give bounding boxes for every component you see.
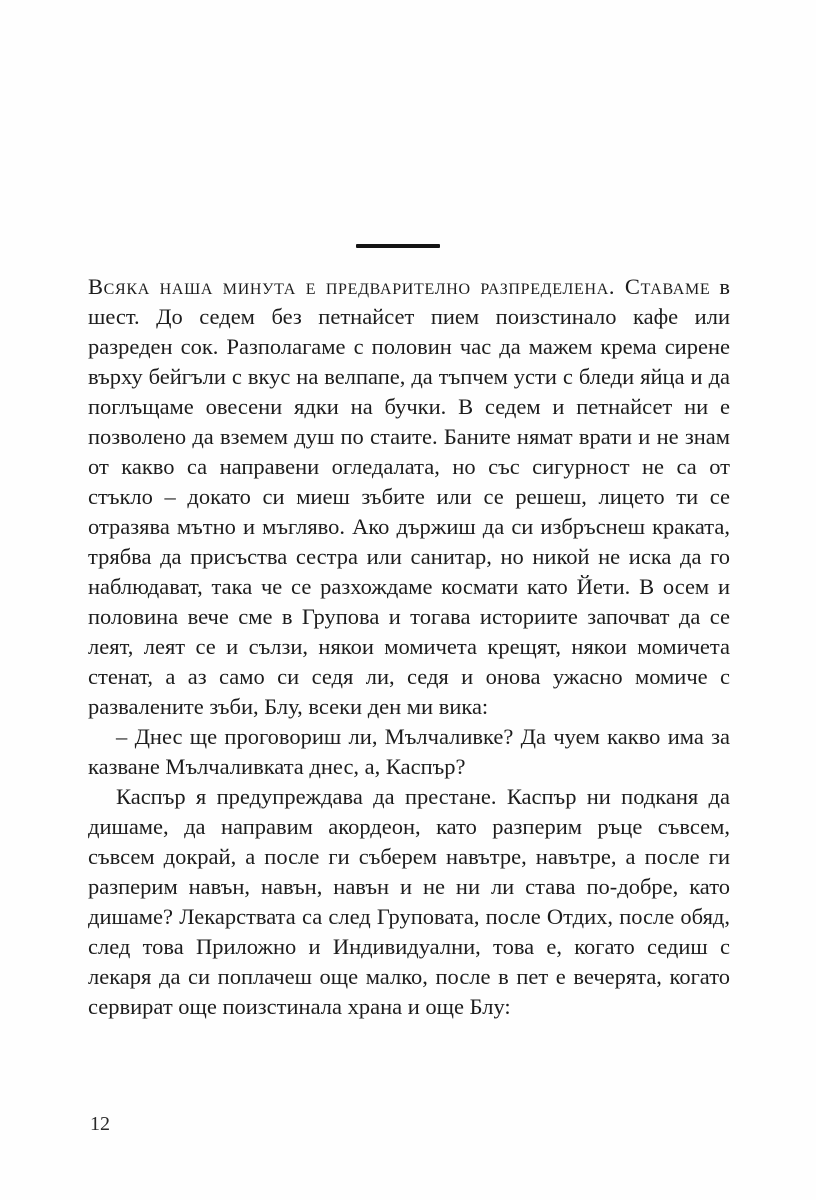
paragraph-opening-text: в шест. До седем без петнайсет пием поизстинало кафе или разреден сок. Разполагаме с половин час да мажем крема сирене върху бейгъли с вкус на велпапе, да тъпчем усти с бледи яйца и да поглъщаме овесени ядки на бучки. В седем и петнайсет ни е позволено да вземем душ по стаите. Баните нямат врати и не знам от какво са направени огледалата, но със сигурност не са от стъкло – докато си миеш зъбите или се решеш, лицето ти се отразява мътно и мъгляво. Ако държиш да си избръснеш краката, трябва да присъства сестра или санитар, но никой не иска да го наблюдават, така че се разхождаме космати като Йети. В осем и половина вече сме в Групова и тогава историите започват да се леят, леят се и сълзи, някои момичета крещят, някои момичета стенат, а аз само си седя ли, седя и онова ужасно момиче с развалените зъби, Блу, всеки ден ми вика:: [88, 274, 730, 719]
paragraph-opening: [88, 272, 730, 722]
section-divider-rule: [356, 244, 440, 248]
paragraph-dialogue: – Днес ще проговориш ли, Мълчаливке? Да чуем какво има за казване Мълчаливката днес, а, Каспър?: [88, 724, 730, 779]
paragraph-narration: Каспър я предупреждава да престане. Каспър ни подканя да дишаме, да направим акордеон, като разперим ръце съвсем, съвсем докрай, а после ги съберем навътре, навътре, а после ги разперим навън, навън, навън и не ни ли става по-добре, като дишаме? Лекарствата са след Груповата, после Отдих, после обяд, след това Приложно и Индивидуални, това е, когато седиш с лекаря да си поплачеш още малко, после в пет е вечерята, когато сервират още поизстинала храна и още Блу:: [88, 784, 730, 1019]
paragraph-lead-smallcaps: Всяка наша минута е предварително разпределена. Ставаме: [88, 274, 711, 299]
page-number: 12: [90, 1113, 110, 1135]
page-text-block: [88, 272, 730, 1022]
